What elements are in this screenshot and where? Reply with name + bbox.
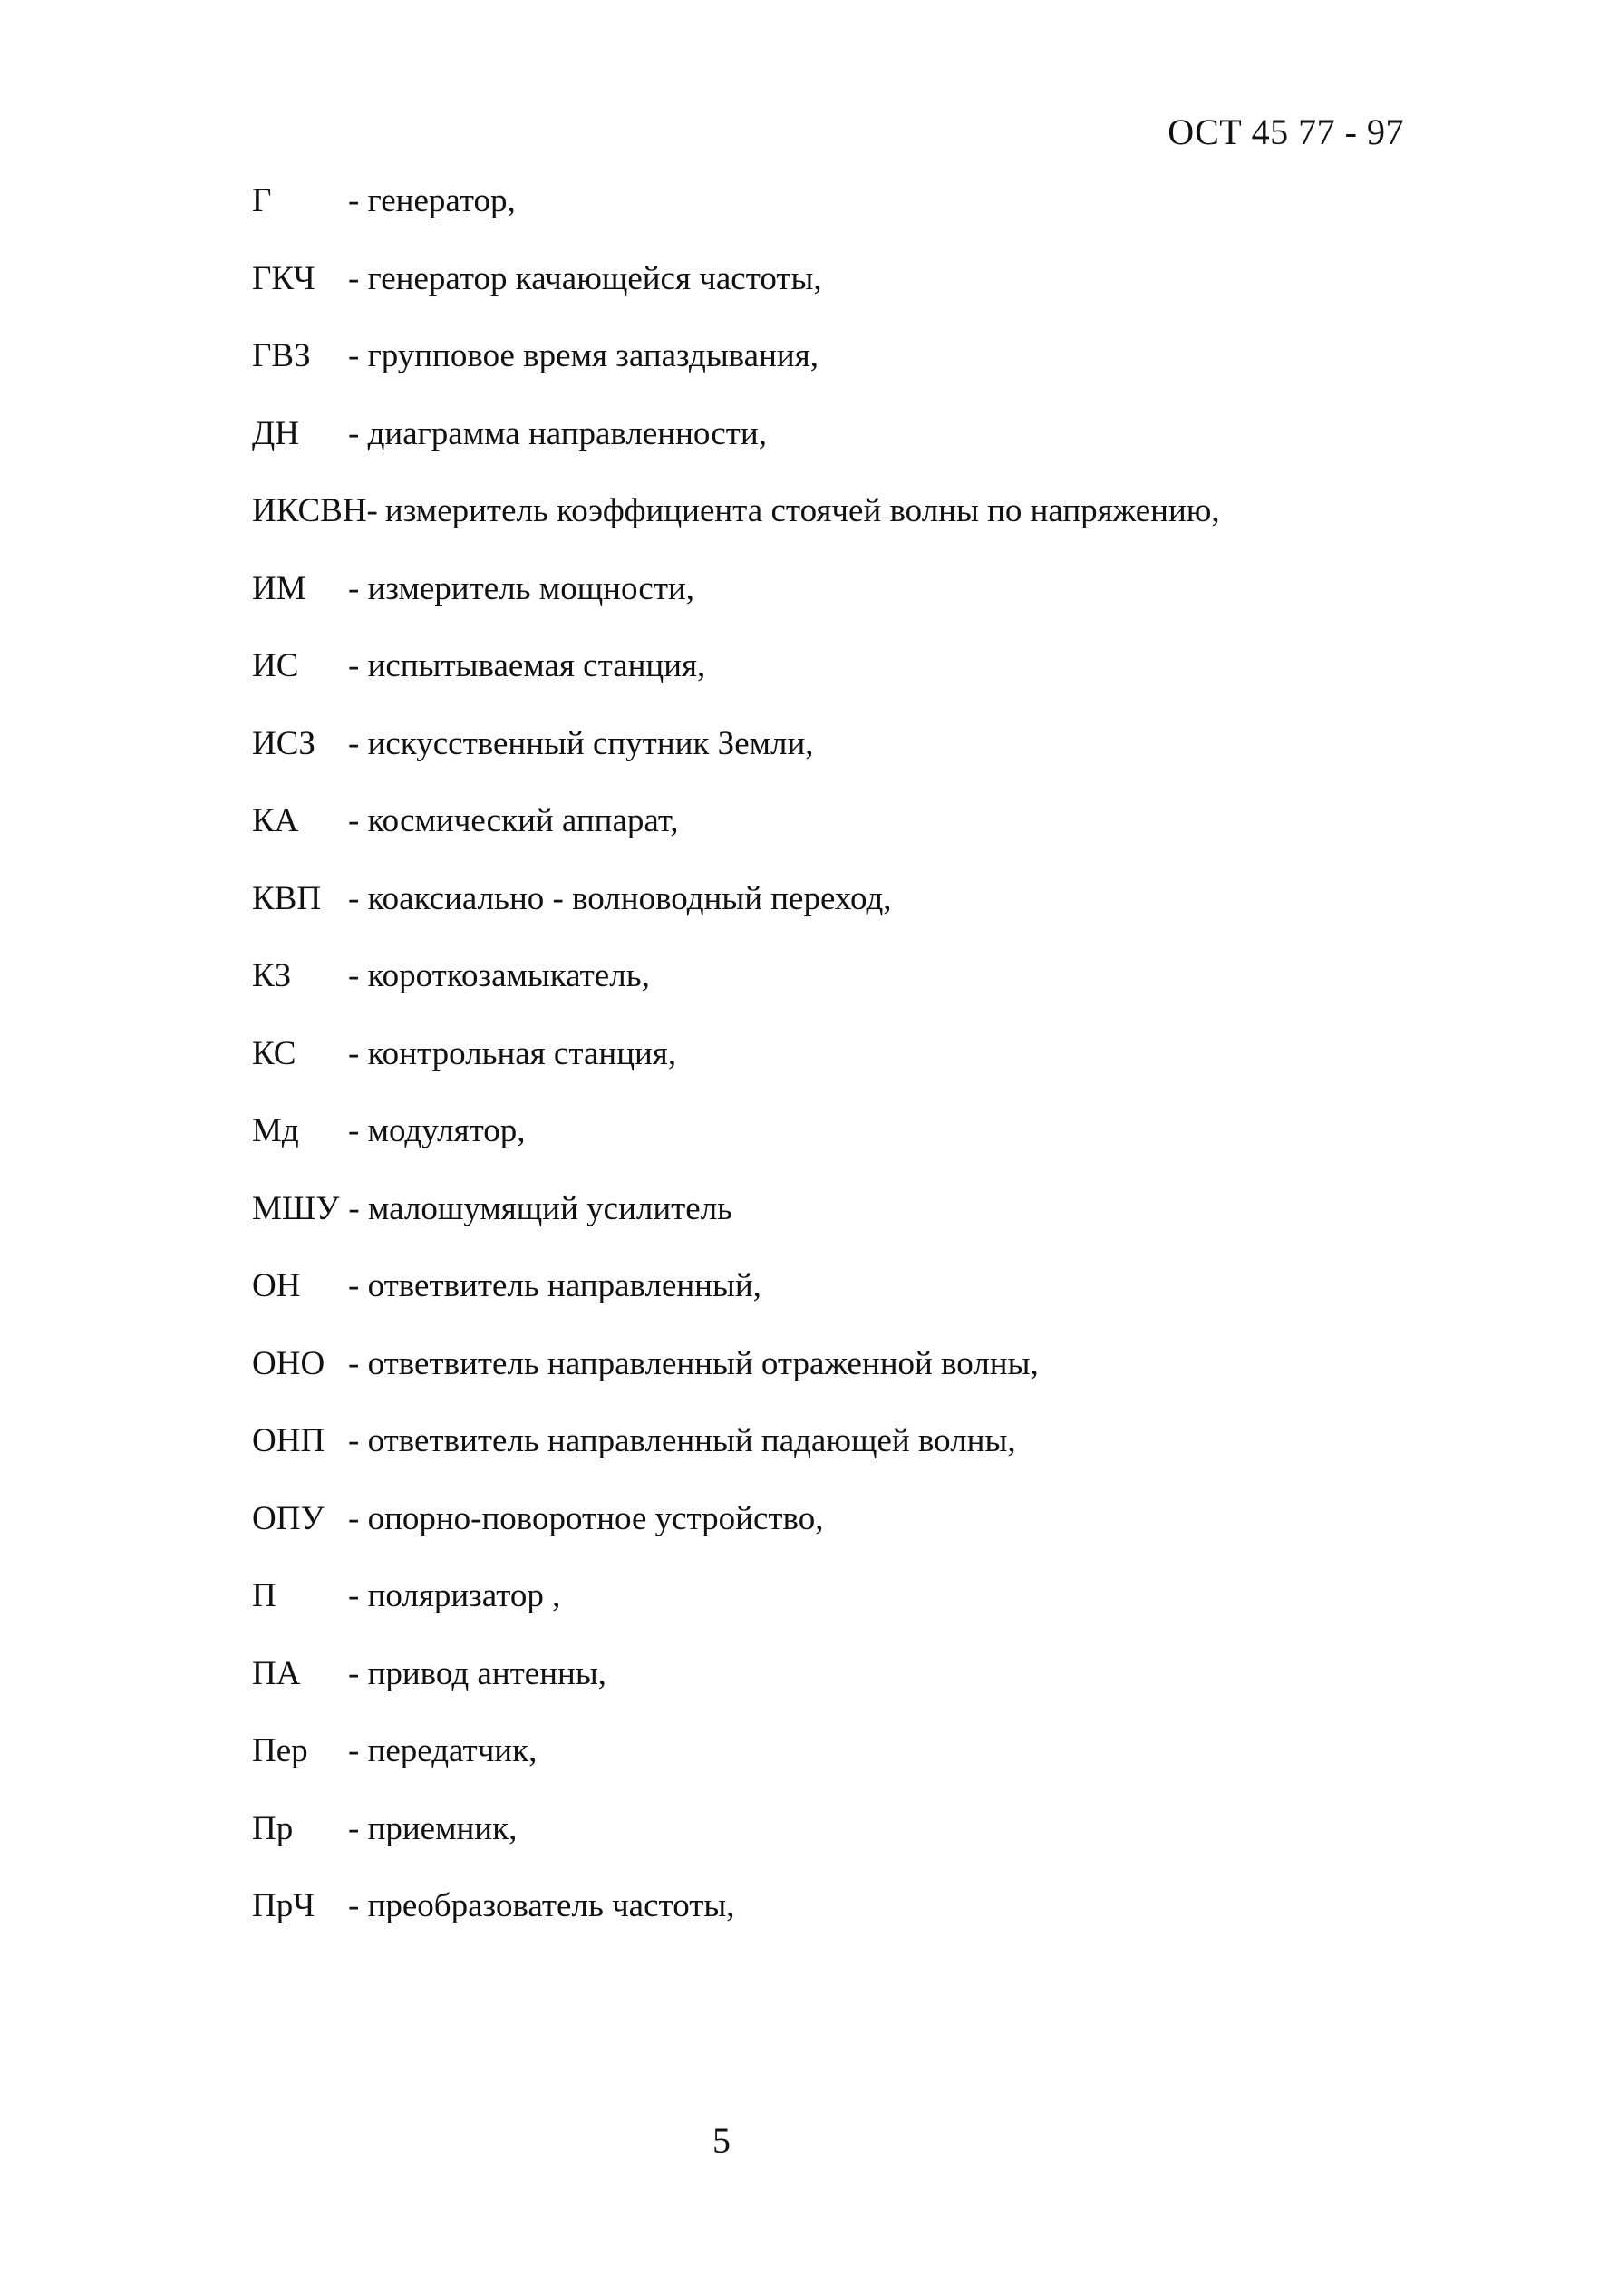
abbreviation-term: ИКСВН- xyxy=(252,492,378,529)
list-item xyxy=(252,646,1430,724)
abbreviation-definition: - модулятор, xyxy=(348,1112,526,1149)
abbreviation-definition: - генератор, xyxy=(348,182,516,219)
list-item xyxy=(252,1344,1430,1422)
abbreviation-term: Мд xyxy=(252,1112,299,1149)
list-item xyxy=(252,1809,1430,1887)
abbreviation-definition: - короткозамыкатель, xyxy=(348,957,650,994)
abbreviation-definition: - космический аппарат, xyxy=(348,802,679,839)
abbreviation-definition: измеритель коэффициента стоячей волны по напряжению, xyxy=(384,492,1220,529)
abbreviation-term: ПрЧ xyxy=(252,1887,315,1924)
abbreviation-definition: - передатчик, xyxy=(348,1732,538,1769)
abbreviation-term: Пр xyxy=(252,1809,294,1847)
abbreviation-term: МШУ xyxy=(252,1189,340,1227)
abbreviation-definition: - ответвитель направленный падающей волны, xyxy=(348,1422,1016,1459)
abbreviation-term: ОНО xyxy=(252,1344,325,1382)
abbreviation-definition: - групповое время запаздывания, xyxy=(348,337,819,374)
list-item xyxy=(252,879,1430,957)
abbreviation-definition: - поляризатор , xyxy=(348,1577,561,1614)
list-item xyxy=(252,491,1430,569)
list-item xyxy=(252,1034,1430,1112)
list-item xyxy=(252,181,1430,259)
document-code: ОСТ 45 77 - 97 xyxy=(1167,111,1404,152)
abbreviation-definition: - искусственный спутник Земли, xyxy=(348,724,814,762)
list-item xyxy=(252,724,1430,802)
abbreviation-term: ИС xyxy=(252,647,299,684)
abbreviation-term: ОНП xyxy=(252,1422,325,1459)
abbreviation-term: ОПУ xyxy=(252,1499,325,1537)
list-item xyxy=(252,569,1430,647)
list-item xyxy=(252,1266,1430,1344)
abbreviation-definition: - опорно-поворотное устройство, xyxy=(348,1499,824,1537)
abbreviation-definition: - контрольная станция, xyxy=(348,1034,677,1072)
abbreviation-definition: - генератор качающейся частоты, xyxy=(348,259,822,297)
abbreviation-definition: - диаграмма направленности, xyxy=(348,414,767,452)
list-item xyxy=(252,1111,1430,1189)
abbreviation-definition: - преобразователь частоты, xyxy=(348,1887,735,1924)
abbreviation-definition: - ответвитель направленный отраженной волны, xyxy=(348,1344,1039,1382)
abbreviation-term: Г xyxy=(252,182,272,219)
abbreviation-definition: - малошумящий усилитель xyxy=(348,1189,733,1227)
abbreviation-term: Пер xyxy=(252,1732,308,1769)
abbreviation-term: КЗ xyxy=(252,957,292,994)
abbreviation-term: КС xyxy=(252,1034,296,1072)
abbreviation-definition: - коаксиально - волноводный переход, xyxy=(348,879,892,917)
abbreviation-term: ГВЗ xyxy=(252,337,311,374)
list-item xyxy=(252,1886,1430,1964)
list-item xyxy=(252,956,1430,1034)
abbreviation-definition: - измеритель мощности, xyxy=(348,569,695,607)
abbreviation-term: ПА xyxy=(252,1654,301,1692)
list-item xyxy=(252,1576,1430,1654)
list-item xyxy=(252,259,1430,337)
list-item xyxy=(252,1421,1430,1499)
list-item xyxy=(252,1731,1430,1809)
list-item xyxy=(252,336,1430,414)
abbreviation-term: ДН xyxy=(252,414,299,452)
abbreviation-definition: - ответвитель направленный, xyxy=(348,1267,761,1304)
abbreviation-list xyxy=(252,181,1430,1964)
list-item xyxy=(252,801,1430,879)
abbreviation-definition: - приемник, xyxy=(348,1809,518,1847)
abbreviation-term: КА xyxy=(252,802,299,839)
list-item xyxy=(252,414,1430,492)
abbreviation-term: КВП xyxy=(252,879,322,917)
list-item xyxy=(252,1654,1430,1732)
list-item xyxy=(252,1189,1430,1267)
abbreviation-term: ИСЗ xyxy=(252,724,315,762)
abbreviation-definition: - привод антенны, xyxy=(348,1654,606,1692)
page-number: 5 xyxy=(712,2120,731,2161)
abbreviation-term: П xyxy=(252,1577,276,1614)
list-item xyxy=(252,1499,1430,1577)
abbreviation-term: ГКЧ xyxy=(252,259,315,297)
abbreviation-term: ОН xyxy=(252,1267,301,1304)
abbreviation-term: ИМ xyxy=(252,569,306,607)
abbreviation-definition: - испытываемая станция, xyxy=(348,647,706,684)
